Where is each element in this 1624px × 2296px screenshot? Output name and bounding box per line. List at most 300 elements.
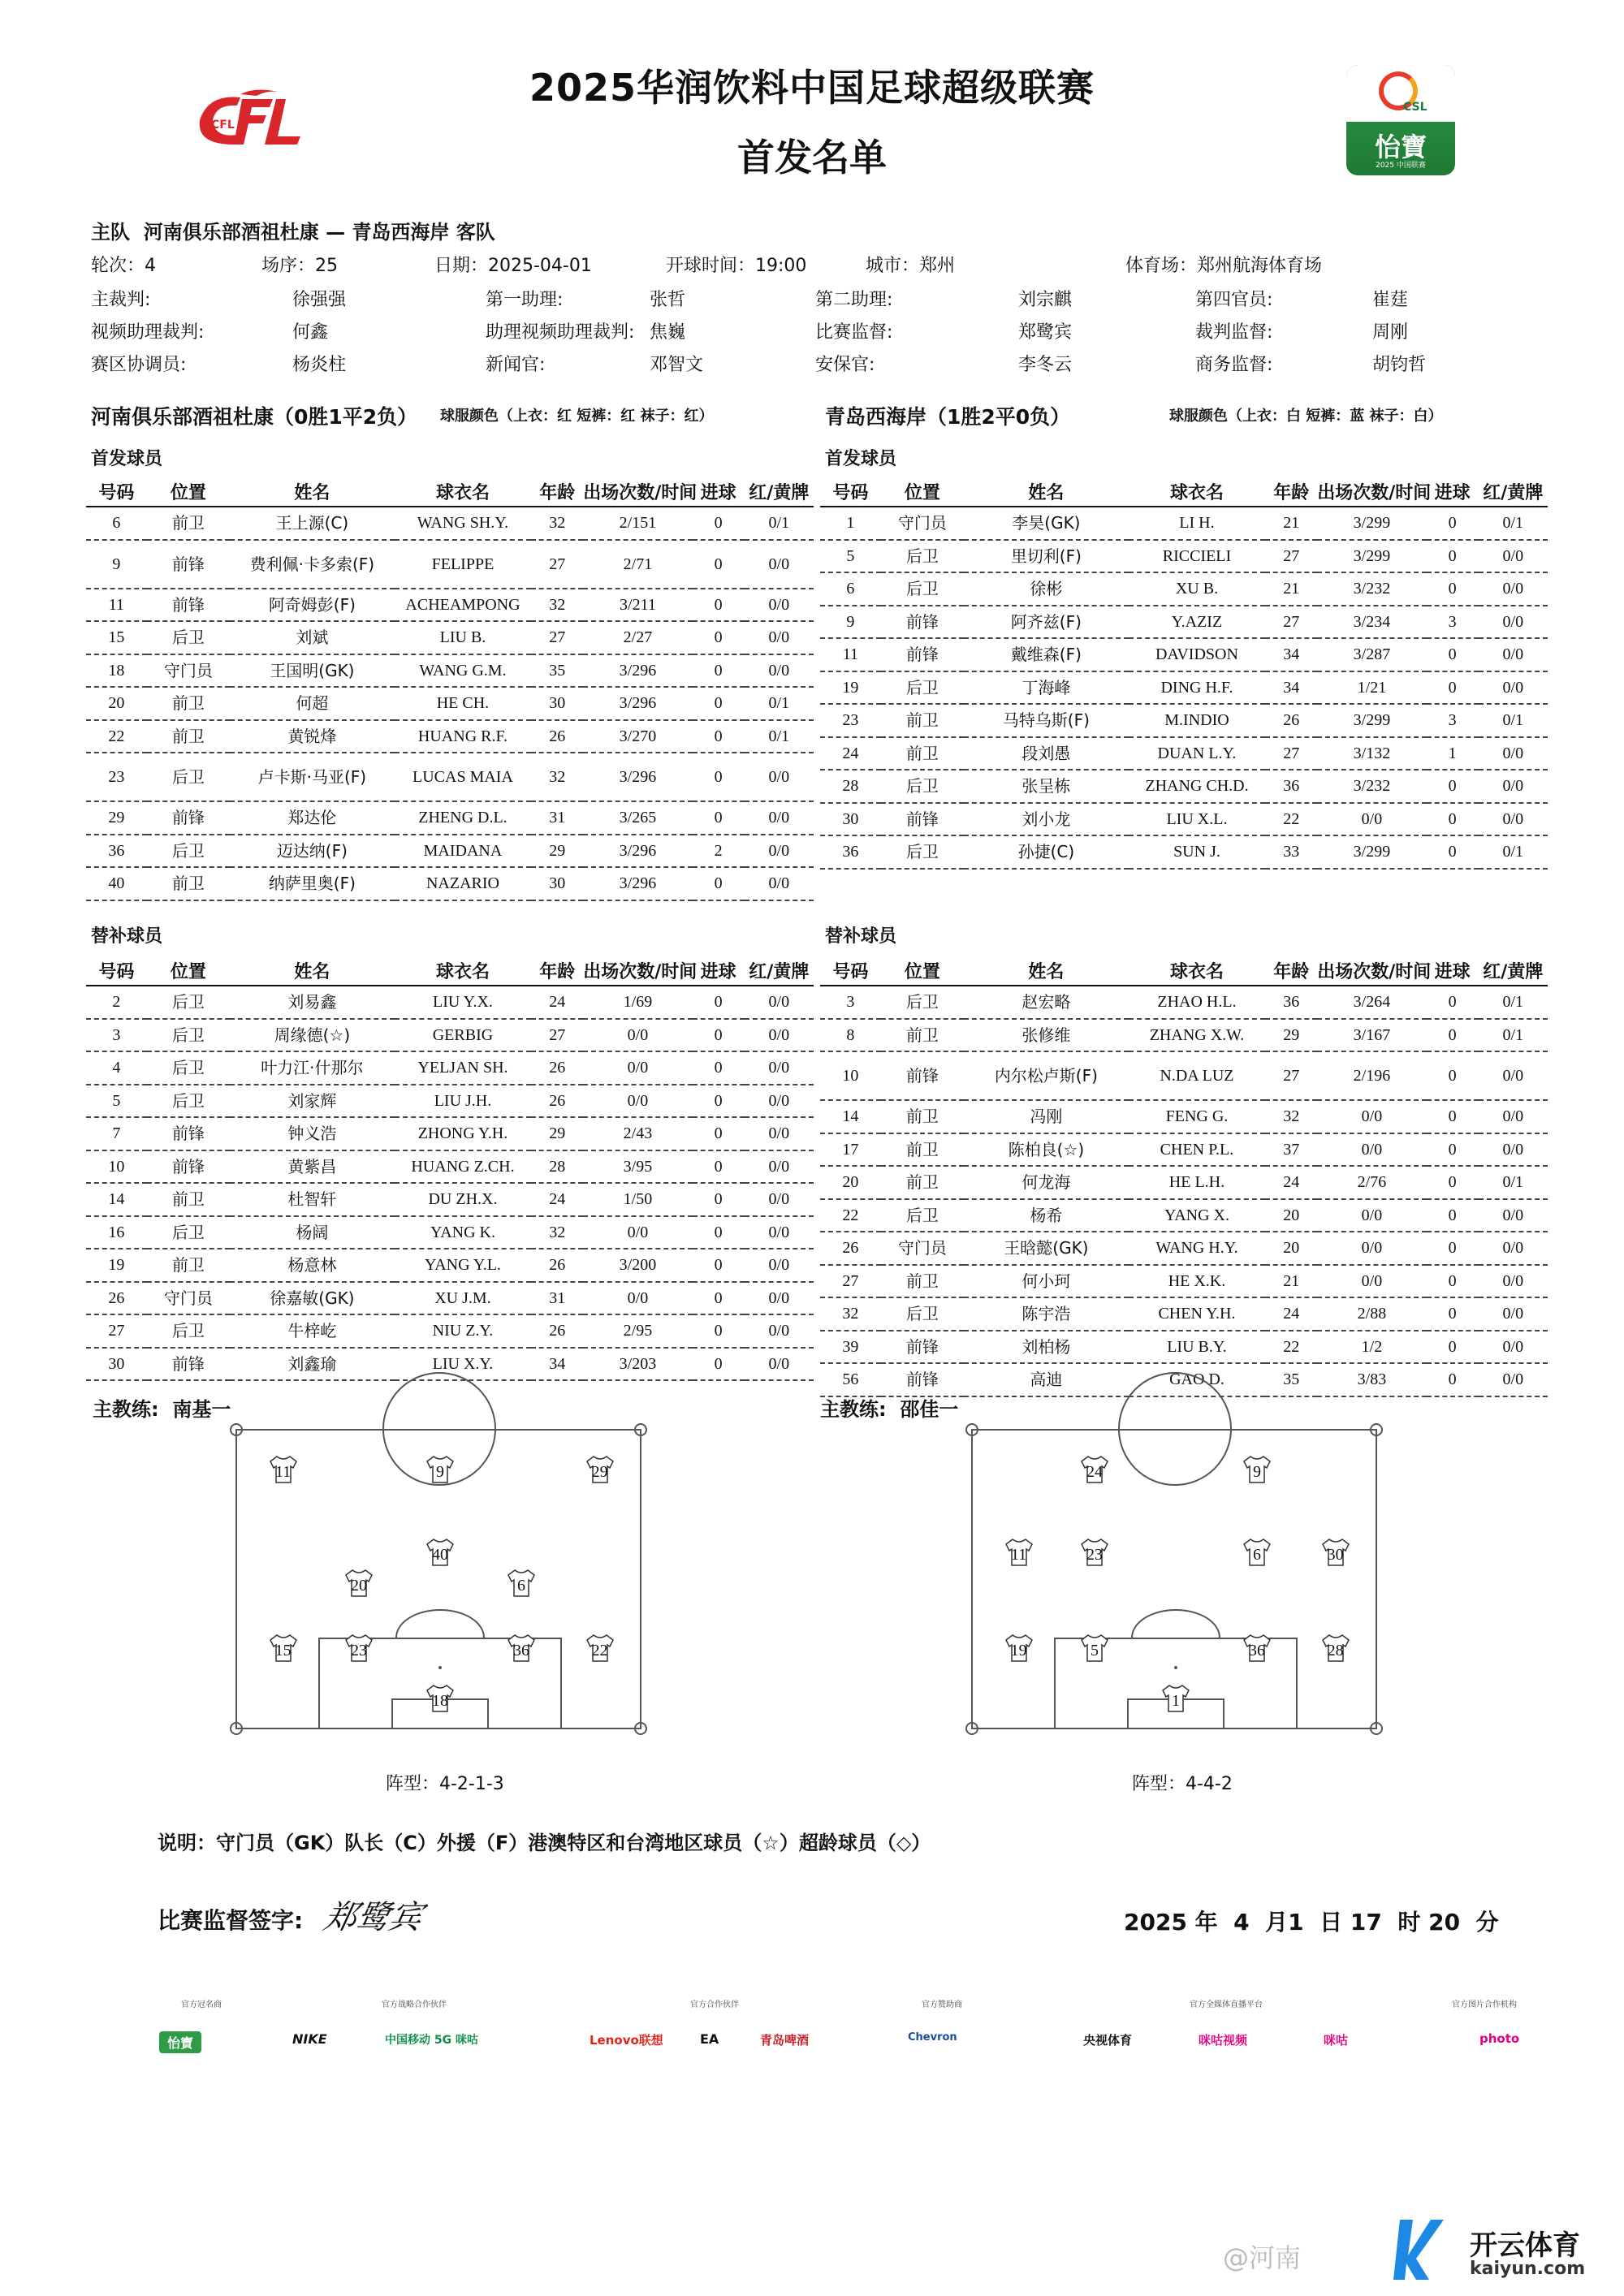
player-shirt-icon (267, 1632, 300, 1664)
away-label: 客队 (456, 221, 495, 244)
column-header: 号码 (820, 956, 881, 986)
player-number: 5 (86, 1085, 147, 1118)
player-age: 21 (1265, 1265, 1317, 1298)
player-cards: 0/0 (1479, 1199, 1548, 1232)
player-shirt-icon (1078, 1632, 1111, 1664)
player-age: 21 (1265, 572, 1317, 606)
player-shirt-name: DUAN L.Y. (1129, 737, 1266, 770)
away-coach-name: 邵佳一 (900, 1398, 959, 1421)
player-position: 后卫 (881, 1297, 964, 1331)
player-row (86, 835, 814, 868)
official-name: 焦巍 (650, 322, 686, 343)
player-name: 刘易鑫 (230, 986, 395, 1019)
player-appearances: 3/270 (583, 720, 692, 753)
player-shirt-name: LIU B.Y. (1129, 1331, 1266, 1364)
player-cards: 0/0 (1479, 803, 1548, 836)
home-coach-label: 主教练: (93, 1398, 159, 1421)
player-position: 前锋 (881, 638, 964, 671)
player-appearances: 0/0 (1317, 1199, 1426, 1232)
player-appearances: 1/50 (583, 1183, 692, 1216)
player-goals: 0 (1427, 540, 1479, 573)
player-number: 17 (820, 1133, 881, 1167)
player-goals: 0 (693, 1282, 745, 1315)
player-shirt-name: HUANG Z.CH. (395, 1150, 532, 1184)
column-header: 球衣名 (1129, 477, 1266, 507)
player-cards: 0/0 (745, 1019, 814, 1052)
shirt-number: 5 (1091, 1642, 1099, 1659)
player-cards: 0/0 (1479, 1297, 1548, 1331)
column-header: 位置 (881, 477, 964, 507)
official-name: 崔莛 (1372, 290, 1409, 310)
player-shirt-icon (1078, 1536, 1111, 1569)
player-appearances: 3/234 (1317, 606, 1426, 639)
player-goals: 2 (693, 835, 745, 868)
player-age: 33 (1265, 835, 1317, 869)
player-cards: 0/0 (745, 654, 814, 688)
player-name: 张修维 (964, 1019, 1129, 1052)
player-shirt-name: M.INDIO (1129, 704, 1266, 737)
player-shirt-name: MAIDANA (395, 835, 532, 868)
player-appearances: 3/287 (1317, 638, 1426, 671)
official-name: 胡钧哲 (1372, 355, 1427, 375)
player-shirt-icon (1241, 1536, 1273, 1569)
player-name: 阿齐兹(F) (964, 606, 1129, 639)
player-name: 黄紫昌 (230, 1150, 395, 1184)
player-number: 20 (820, 1166, 881, 1199)
player-cards: 0/0 (1479, 1265, 1548, 1298)
player-goals: 0 (693, 1117, 745, 1150)
player-cards: 0/0 (745, 1314, 814, 1348)
shirt-number: 20 (351, 1577, 367, 1595)
official-role: 商务监督: (1195, 355, 1273, 375)
shirt-number: 18 (432, 1692, 448, 1710)
player-number: 19 (86, 1249, 147, 1282)
player-name: 叶力江·什那尔 (230, 1051, 395, 1085)
player-cards: 0/1 (1479, 986, 1548, 1019)
player-appearances: 3/296 (583, 867, 692, 900)
player-row (86, 986, 814, 1019)
player-row (86, 1282, 814, 1315)
player-number: 9 (86, 540, 147, 589)
player-goals: 0 (693, 1314, 745, 1348)
shirt-number: 9 (436, 1463, 444, 1481)
official-name: 张哲 (650, 290, 686, 310)
player-row (86, 1150, 814, 1184)
player-goals: 0 (693, 867, 745, 900)
player-position: 后卫 (147, 1314, 230, 1348)
column-header: 姓名 (964, 477, 1129, 507)
player-row (86, 867, 814, 900)
player-appearances: 3/296 (583, 753, 692, 801)
column-header: 年龄 (531, 477, 583, 507)
player-goals: 0 (693, 621, 745, 654)
player-number: 22 (86, 720, 147, 753)
home-formation: 阵型：4-2-1-3 (386, 1774, 504, 1794)
player-name: 牛梓屹 (230, 1314, 395, 1348)
player-number: 16 (86, 1216, 147, 1249)
player-shirt-icon (1320, 1632, 1352, 1664)
player-age: 34 (1265, 671, 1317, 705)
csl-badge-text: CSL (1403, 101, 1427, 114)
player-shirt-icon (1320, 1536, 1352, 1569)
player-shirt-name: ZHONG Y.H. (395, 1117, 532, 1150)
player-position: 前锋 (147, 589, 230, 622)
player-age: 28 (531, 1150, 583, 1184)
player-shirt-icon (424, 1536, 456, 1569)
player-row (86, 540, 814, 589)
column-header: 球衣名 (395, 956, 532, 986)
sponsor-tsingtao: 青岛啤酒 (760, 2033, 810, 2048)
player-row (86, 1019, 814, 1052)
match-teams (91, 216, 495, 244)
player-cards: 0/0 (1479, 1331, 1548, 1364)
official-role: 主裁判: (91, 290, 151, 310)
player-position: 前卫 (881, 1100, 964, 1133)
player-age: 35 (531, 654, 583, 688)
official-name: 郑鹭宾 (1018, 322, 1073, 343)
player-number: 7 (86, 1117, 147, 1150)
player-age: 22 (1265, 1331, 1317, 1364)
official-name: 李冬云 (1018, 355, 1073, 375)
player-position: 前卫 (147, 507, 230, 540)
player-name: 杨阔 (230, 1216, 395, 1249)
player-cards: 0/0 (1479, 540, 1548, 573)
player-row (820, 671, 1548, 705)
player-goals: 0 (1427, 986, 1479, 1019)
sponsor-head-1: 官方战略合作伙伴 (382, 2000, 447, 2009)
player-row (820, 835, 1548, 869)
shirt-number: 1 (1172, 1692, 1180, 1710)
player-goals: 0 (1427, 507, 1479, 540)
player-position: 后卫 (881, 671, 964, 705)
signature: 郑鹭宾 (320, 1899, 426, 1936)
player-row (86, 801, 814, 835)
city: 城市：郑州 (866, 256, 956, 276)
player-position: 后卫 (147, 1085, 230, 1118)
kickoff-time: 开球时间：19:00 (666, 256, 807, 276)
player-number: 18 (86, 654, 147, 688)
player-row (820, 1100, 1548, 1133)
csl-sub-text: 2025 中国联赛 (1376, 162, 1426, 170)
player-number: 23 (86, 753, 147, 801)
player-cards: 0/0 (1479, 1232, 1548, 1265)
player-row (820, 1265, 1548, 1298)
player-age: 24 (1265, 1297, 1317, 1331)
player-row (86, 1183, 814, 1216)
player-appearances: 2/43 (583, 1117, 692, 1150)
home-kit-colors: 球服颜色（上衣：红 短裤：红 袜子：红） (440, 408, 714, 425)
player-number: 3 (820, 986, 881, 1019)
player-shirt-name: DU ZH.X. (395, 1183, 532, 1216)
player-cards: 0/0 (1479, 1051, 1548, 1100)
page-title: 2025华润饮料中国足球超级联赛 (529, 66, 1095, 110)
player-shirt-name: LUCAS MAIA (395, 753, 532, 801)
official-role: 第一助理: (486, 290, 564, 310)
player-row (820, 1297, 1548, 1331)
player-row (86, 720, 814, 753)
player-goals: 0 (1427, 770, 1479, 803)
player-position: 前卫 (881, 1166, 964, 1199)
player-row (820, 1232, 1548, 1265)
player-shirt-name: XU B. (1129, 572, 1266, 606)
player-position: 后卫 (881, 835, 964, 869)
player-position: 前锋 (147, 1117, 230, 1150)
player-goals: 0 (1427, 1166, 1479, 1199)
column-header: 红/黄牌 (1479, 477, 1548, 507)
player-shirt-icon (584, 1453, 616, 1486)
player-age: 30 (531, 687, 583, 720)
player-cards: 0/0 (745, 753, 814, 801)
player-row (86, 687, 814, 720)
player-position: 前卫 (881, 704, 964, 737)
player-appearances: 2/27 (583, 621, 692, 654)
player-number: 24 (820, 737, 881, 770)
player-shirt-name: ZHANG X.W. (1129, 1019, 1266, 1052)
player-name: 内尔松卢斯(F) (964, 1051, 1129, 1100)
player-shirt-name: ZHENG D.L. (395, 801, 532, 835)
player-goals: 0 (1427, 1331, 1479, 1364)
player-cards: 0/1 (1479, 1019, 1548, 1052)
player-shirt-name: HUANG R.F. (395, 720, 532, 753)
player-cards: 0/0 (745, 1150, 814, 1184)
column-header: 号码 (86, 477, 147, 507)
player-age: 32 (1265, 1100, 1317, 1133)
player-age: 24 (531, 986, 583, 1019)
player-name: 卢卡斯·马亚(F) (230, 753, 395, 801)
player-name: 冯刚 (964, 1100, 1129, 1133)
player-age: 26 (1265, 704, 1317, 737)
player-shirt-name: LIU X.L. (1129, 803, 1266, 836)
player-cards: 0/0 (745, 540, 814, 589)
player-age: 27 (531, 621, 583, 654)
player-shirt-name: FELIPPE (395, 540, 532, 589)
cfl-logo-text: CFL (211, 119, 235, 132)
player-goals: 0 (693, 540, 745, 589)
column-header: 姓名 (230, 956, 395, 986)
player-shirt-icon (1003, 1536, 1035, 1569)
player-goals: 0 (1427, 1100, 1479, 1133)
player-position: 守门员 (881, 1232, 964, 1265)
player-name: 纳萨里奥(F) (230, 867, 395, 900)
player-appearances: 1/21 (1317, 671, 1426, 705)
home-starters-table (86, 477, 814, 901)
player-name: 王晗懿(GK) (964, 1232, 1129, 1265)
away-coach-label: 主教练: (820, 1398, 887, 1421)
column-header: 姓名 (964, 956, 1129, 986)
sponsor-head-4: 官方全媒体直播平台 (1190, 2000, 1263, 2009)
player-appearances: 0/0 (1317, 1232, 1426, 1265)
player-number: 14 (820, 1100, 881, 1133)
stadium: 体育场：郑州航海体育场 (1125, 256, 1323, 276)
player-cards: 0/1 (1479, 835, 1548, 869)
player-position: 后卫 (881, 572, 964, 606)
player-name: 里切利(F) (964, 540, 1129, 573)
sponsor-lenovo: Lenovo联想 (590, 2033, 663, 2048)
player-cards: 0/0 (1479, 1100, 1548, 1133)
player-appearances: 2/71 (583, 540, 692, 589)
home-label: 主队 (91, 221, 130, 244)
player-position: 前卫 (881, 737, 964, 770)
player-goals: 0 (693, 801, 745, 835)
sponsor-china-mobile: 中国移动 5G 咪咕 (385, 2034, 478, 2047)
shirt-number: 36 (513, 1642, 529, 1659)
player-position: 守门员 (147, 1282, 230, 1315)
player-goals: 0 (693, 720, 745, 753)
legend-note: 说明：守门员（GK）队长（C）外援（F）港澳特区和台湾地区球员（☆）超龄球员（◇） (158, 1832, 931, 1854)
player-shirt-name: FENG G. (1129, 1100, 1266, 1133)
column-header: 年龄 (1265, 956, 1317, 986)
player-goals: 0 (1427, 835, 1479, 869)
sponsor-chevron: Chevron (908, 2031, 957, 2044)
player-shirt-name: WANG H.Y. (1129, 1232, 1266, 1265)
player-position: 前卫 (147, 1249, 230, 1282)
player-appearances: 2/88 (1317, 1297, 1426, 1331)
player-goals: 0 (693, 1216, 745, 1249)
player-position: 后卫 (881, 1199, 964, 1232)
player-goals: 0 (693, 1249, 745, 1282)
player-cards: 0/0 (1479, 770, 1548, 803)
player-age: 27 (1265, 606, 1317, 639)
player-shirt-icon (1160, 1682, 1192, 1715)
player-goals: 1 (1427, 737, 1479, 770)
player-row (820, 1051, 1548, 1100)
player-shirt-name: NIU Z.Y. (395, 1314, 532, 1348)
player-row (820, 1133, 1548, 1167)
player-appearances: 3/296 (583, 654, 692, 688)
player-row (86, 1216, 814, 1249)
official-role: 第四官员: (1195, 290, 1273, 310)
shirt-number: 24 (1086, 1463, 1103, 1481)
player-goals: 0 (693, 589, 745, 622)
player-goals: 0 (1427, 1051, 1479, 1100)
player-age: 21 (1265, 507, 1317, 540)
away-coach (820, 1393, 958, 1422)
player-position: 前卫 (881, 1265, 964, 1298)
sponsor-cctv-sports: 央视体育 (1083, 2033, 1133, 2048)
player-number: 8 (820, 1019, 881, 1052)
player-appearances: 2/95 (583, 1314, 692, 1348)
player-appearances: 3/265 (583, 801, 692, 835)
player-number: 6 (820, 572, 881, 606)
player-appearances: 3/95 (583, 1150, 692, 1184)
player-cards: 0/0 (745, 1117, 814, 1150)
player-position: 前锋 (881, 606, 964, 639)
player-appearances: 0/0 (583, 1085, 692, 1118)
player-name: 何超 (230, 687, 395, 720)
player-cards: 0/0 (1479, 1363, 1548, 1396)
player-number: 1 (820, 507, 881, 540)
player-cards: 0/1 (745, 687, 814, 720)
player-shirt-icon (424, 1453, 456, 1486)
player-number: 15 (86, 621, 147, 654)
official-role: 安保官: (815, 355, 875, 375)
player-shirt-icon (505, 1632, 538, 1664)
player-appearances: 2/151 (583, 507, 692, 540)
round: 轮次：4 (91, 256, 156, 276)
player-age: 30 (531, 867, 583, 900)
player-number: 20 (86, 687, 147, 720)
sponsor-migu: 咪咕 (1324, 2033, 1349, 2048)
player-name: 钟义浩 (230, 1117, 395, 1150)
official-role: 赛区协调员: (91, 355, 187, 375)
player-cards: 0/0 (745, 867, 814, 900)
player-age: 35 (1265, 1363, 1317, 1396)
shirt-number: 23 (351, 1642, 367, 1659)
signature-label: 比赛监督签字: (158, 1907, 304, 1934)
sign-datetime: 2025 年 4 月1 日 17 时 20 分 (1124, 1909, 1499, 1936)
home-formation-pitch (235, 1429, 641, 1729)
player-appearances: 3/299 (1317, 540, 1426, 573)
player-appearances: 0/0 (583, 1216, 692, 1249)
column-header: 出场次数/时间 (1317, 956, 1426, 986)
player-number: 27 (86, 1314, 147, 1348)
player-position: 后卫 (147, 1051, 230, 1085)
player-shirt-name: XU J.M. (395, 1282, 532, 1315)
column-header: 姓名 (230, 477, 395, 507)
player-age: 22 (1265, 803, 1317, 836)
sponsor-ea: EA (700, 2031, 719, 2047)
kaiyun-k-logo (1393, 2216, 1444, 2281)
official-role: 助理视频助理裁判: (486, 322, 635, 343)
player-row (820, 638, 1548, 671)
player-number: 56 (820, 1363, 881, 1396)
player-goals: 0 (693, 1051, 745, 1085)
column-header: 红/黄牌 (745, 956, 814, 986)
shirt-number: 6 (517, 1577, 525, 1595)
player-position: 前锋 (881, 1331, 964, 1364)
player-number: 11 (820, 638, 881, 671)
player-number: 19 (820, 671, 881, 705)
player-shirt-name: HE CH. (395, 687, 532, 720)
player-goals: 0 (1427, 1019, 1479, 1052)
sponsor-head-5: 官方图片合作机构 (1452, 2000, 1517, 2009)
shirt-number: 36 (1249, 1642, 1265, 1659)
away-starters-table (820, 477, 1548, 870)
player-goals: 0 (693, 1348, 745, 1381)
player-name: 费利佩·卡多索(F) (230, 540, 395, 589)
player-number: 29 (86, 801, 147, 835)
official-role: 比赛监督: (815, 322, 893, 343)
player-goals: 0 (693, 687, 745, 720)
player-appearances: 0/0 (1317, 1133, 1426, 1167)
player-cards: 0/0 (745, 1051, 814, 1085)
player-goals: 0 (1427, 1199, 1479, 1232)
player-shirt-name: DAVIDSON (1129, 638, 1266, 671)
player-shirt-name: CHEN P.L. (1129, 1133, 1266, 1167)
player-position: 前卫 (147, 1183, 230, 1216)
player-name: 周缘德(☆) (230, 1019, 395, 1052)
player-row (86, 753, 814, 801)
player-shirt-name: N.DA LUZ (1129, 1051, 1266, 1100)
player-position: 守门员 (881, 507, 964, 540)
home-coach-name: 南基一 (172, 1398, 231, 1421)
player-shirt-icon (424, 1682, 456, 1715)
player-name: 阿奇姆彭(F) (230, 589, 395, 622)
player-position: 前锋 (147, 1150, 230, 1184)
home-team-record: 河南俱乐部酒祖杜康（0胜1平2负） (91, 405, 418, 429)
column-header: 位置 (881, 956, 964, 986)
player-cards: 0/0 (1479, 638, 1548, 671)
player-name: 刘柏杨 (964, 1331, 1129, 1364)
player-cards: 0/0 (745, 621, 814, 654)
player-goals: 0 (693, 1183, 745, 1216)
player-name: 刘小龙 (964, 803, 1129, 836)
player-number: 5 (820, 540, 881, 573)
player-row (820, 1199, 1548, 1232)
column-header: 位置 (147, 477, 230, 507)
player-shirt-name: LIU J.H. (395, 1085, 532, 1118)
column-header: 进球 (693, 477, 745, 507)
